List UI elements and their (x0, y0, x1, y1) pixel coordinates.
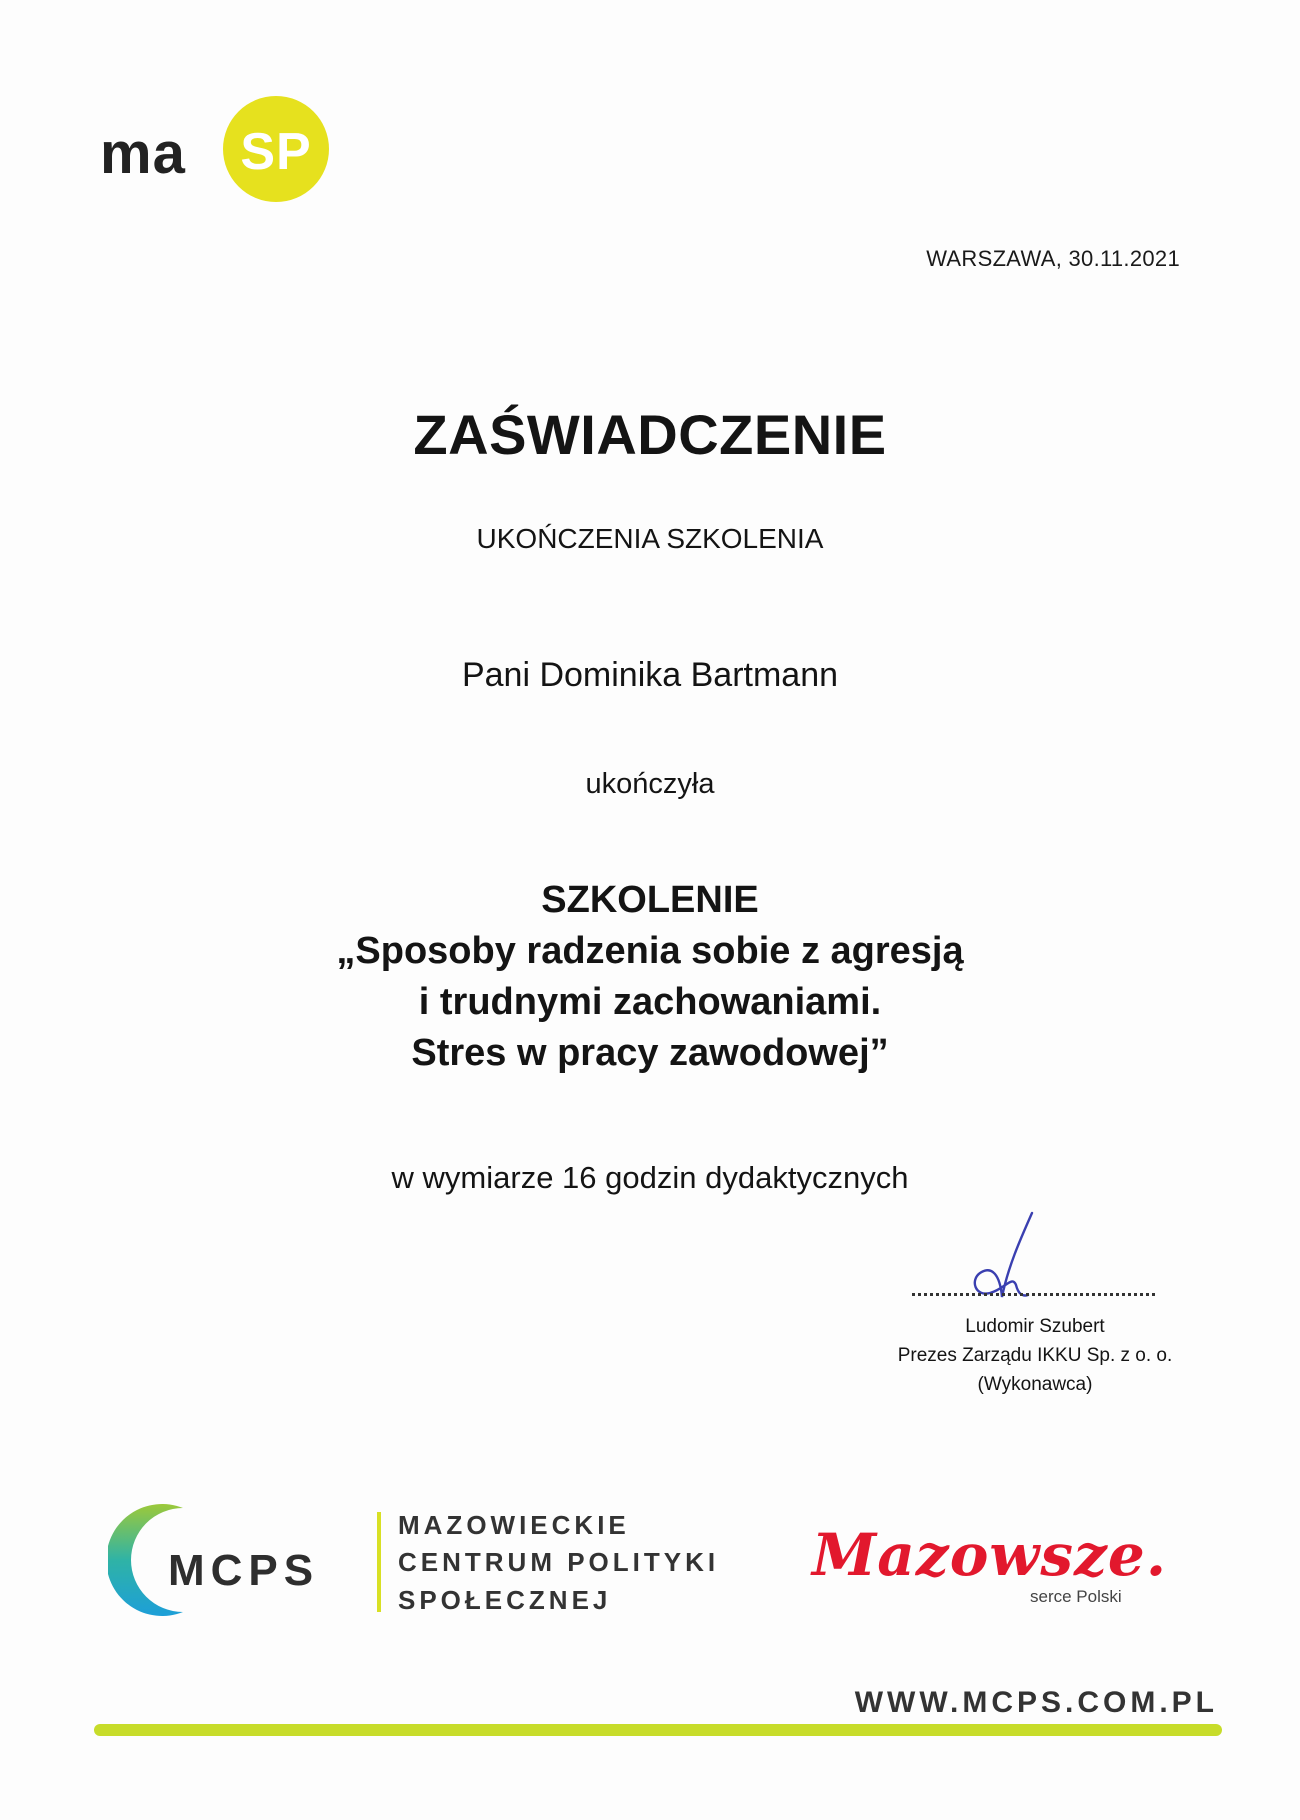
course-title-line: Stres w pracy zawodowej” (411, 1032, 889, 1074)
mazowsze-tagline: serce Polski (1030, 1587, 1122, 1606)
recipient-name: Pani Dominika Bartmann (461, 656, 839, 694)
masp-logo-text: ma (100, 121, 186, 186)
masp-logo (100, 92, 340, 212)
document-subtitle: UKOŃCZENIA SZKOLENIA (476, 523, 824, 554)
course-block (0, 875, 1300, 1079)
website-link[interactable]: WWW.MCPS.COM.PL (854, 1686, 1218, 1719)
mcps-divider (377, 1512, 381, 1612)
course-label: SZKOLENIE (541, 879, 759, 921)
mcps-name-line: SPOŁECZNEJ (398, 1585, 612, 1615)
document-title: ZAŚWIADCZENIE (413, 403, 887, 466)
signer-role: Prezes Zarządu IKKU Sp. z o. o. (897, 1345, 1173, 1366)
mcps-name-line: MAZOWIECKIE (398, 1510, 630, 1540)
course-hours: w wymiarze 16 godzin dydaktycznych (391, 1160, 909, 1195)
course-title-line: i trudnymi zachowaniami. (418, 981, 882, 1023)
mcps-logo-letters: MCPS (168, 1546, 320, 1595)
mazowsze-logo: Mazowsze. (812, 1521, 1168, 1589)
signer-name: Ludomir Szubert (965, 1316, 1105, 1337)
masp-logo-badge-text: SP (240, 123, 312, 181)
footer-accent-bar (94, 1724, 1222, 1736)
completed-text: ukończyła (585, 768, 715, 800)
mcps-name-line: CENTRUM POLITYKI (398, 1547, 720, 1577)
place-date: WARSZAWA, 30.11.2021 (926, 246, 1180, 271)
signature-line (912, 1293, 1155, 1296)
signer-organization: (Wykonawca) (977, 1374, 1093, 1395)
handwritten-signature (950, 1205, 1050, 1305)
course-title-line: „Sposoby radzenia sobie z agresją (336, 930, 964, 972)
